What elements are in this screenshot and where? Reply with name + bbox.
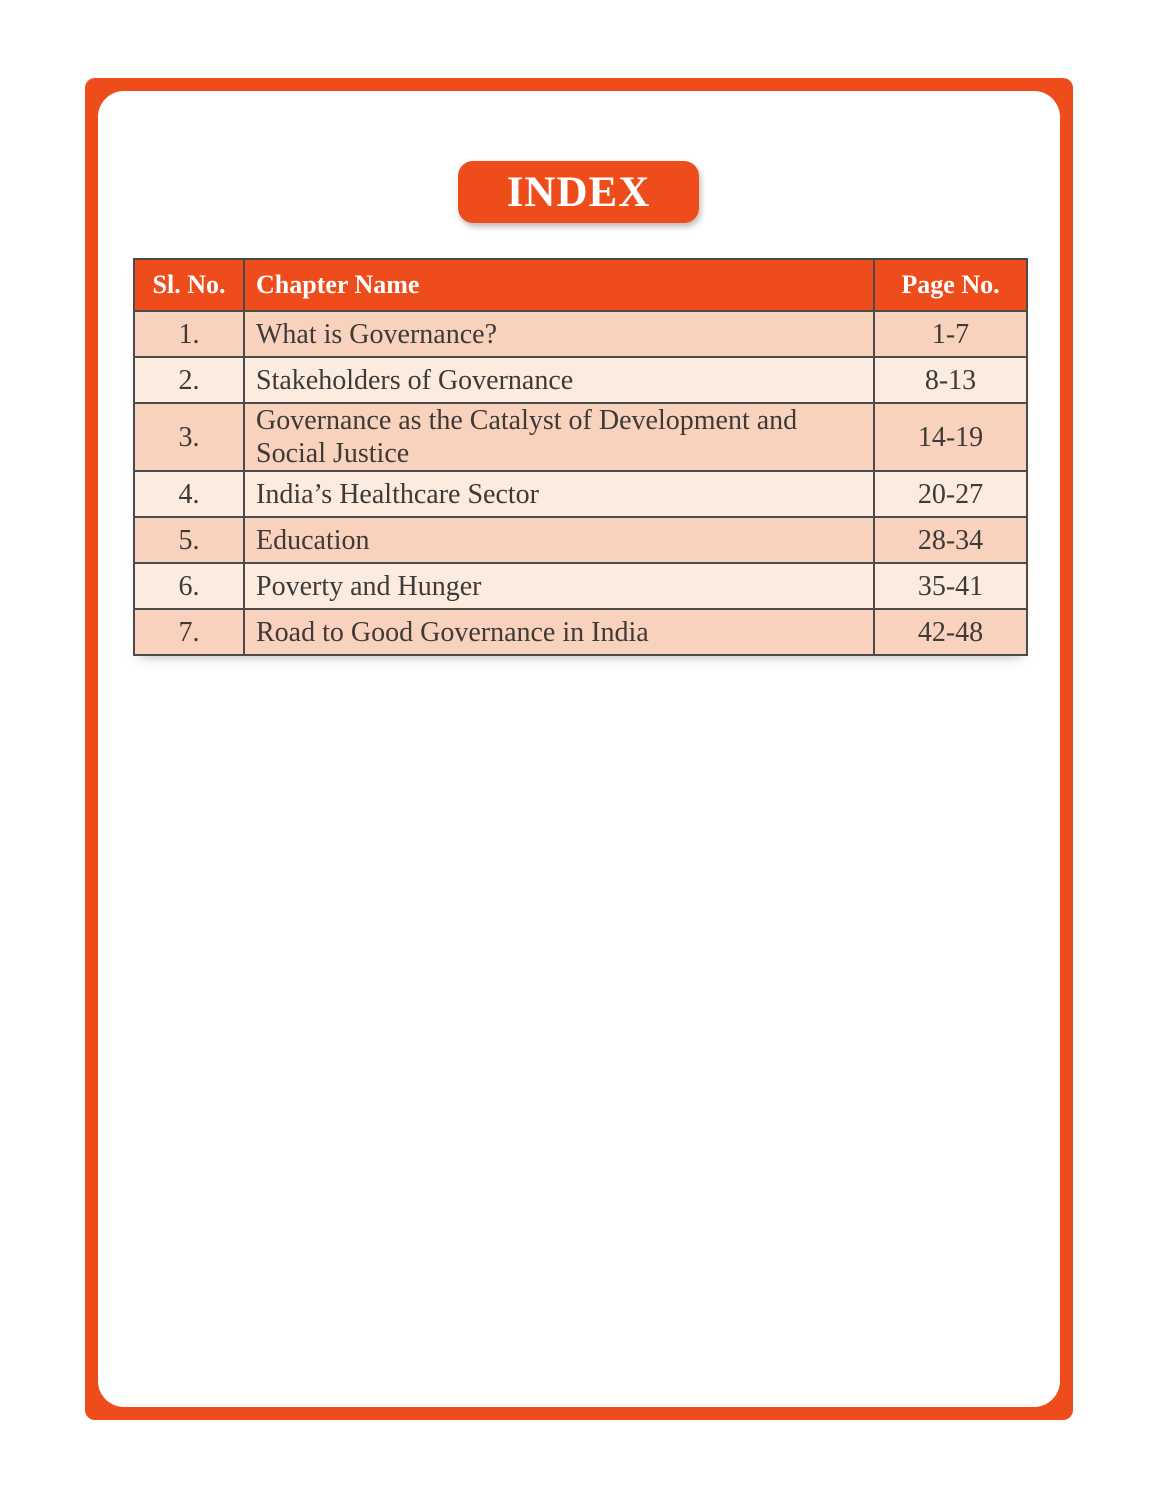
cell-pages: 1-7	[874, 311, 1027, 357]
index-table	[133, 258, 1028, 656]
cell-chapter: What is Governance?	[244, 311, 874, 357]
table-row	[134, 517, 1027, 563]
cell-sl-no: 2.	[134, 357, 244, 403]
index-title-label: INDEX	[506, 168, 651, 216]
header-row	[134, 259, 1027, 311]
cell-chapter: Governance as the Catalyst of Development and Social Justice	[244, 403, 874, 471]
cell-chapter: Education	[244, 517, 874, 563]
header-sl-no: Sl. No.	[134, 259, 244, 311]
cell-sl-no: 4.	[134, 471, 244, 517]
cell-sl-no: 3.	[134, 403, 244, 471]
cell-pages: 8-13	[874, 357, 1027, 403]
header-page-no: Page No.	[874, 259, 1027, 311]
cell-chapter: Road to Good Governance in India	[244, 609, 874, 655]
table-row	[134, 609, 1027, 655]
cell-sl-no: 6.	[134, 563, 244, 609]
cell-pages: 14-19	[874, 403, 1027, 471]
table-row	[134, 311, 1027, 357]
table-row	[134, 563, 1027, 609]
cell-chapter: Poverty and Hunger	[244, 563, 874, 609]
cell-pages: 42-48	[874, 609, 1027, 655]
cell-pages: 28-34	[874, 517, 1027, 563]
header-chapter-name: Chapter Name	[244, 259, 874, 311]
index-title-badge	[458, 161, 699, 223]
cell-sl-no: 1.	[134, 311, 244, 357]
cell-pages: 20-27	[874, 471, 1027, 517]
cell-sl-no: 7.	[134, 609, 244, 655]
cell-chapter: Stakeholders of Governance	[244, 357, 874, 403]
index-table-header	[134, 259, 1027, 311]
cell-chapter: India’s Healthcare Sector	[244, 471, 874, 517]
table-row	[134, 357, 1027, 403]
cell-sl-no: 5.	[134, 517, 244, 563]
table-row	[134, 403, 1027, 471]
cell-pages: 35-41	[874, 563, 1027, 609]
table-row	[134, 471, 1027, 517]
index-table-body	[134, 311, 1027, 655]
